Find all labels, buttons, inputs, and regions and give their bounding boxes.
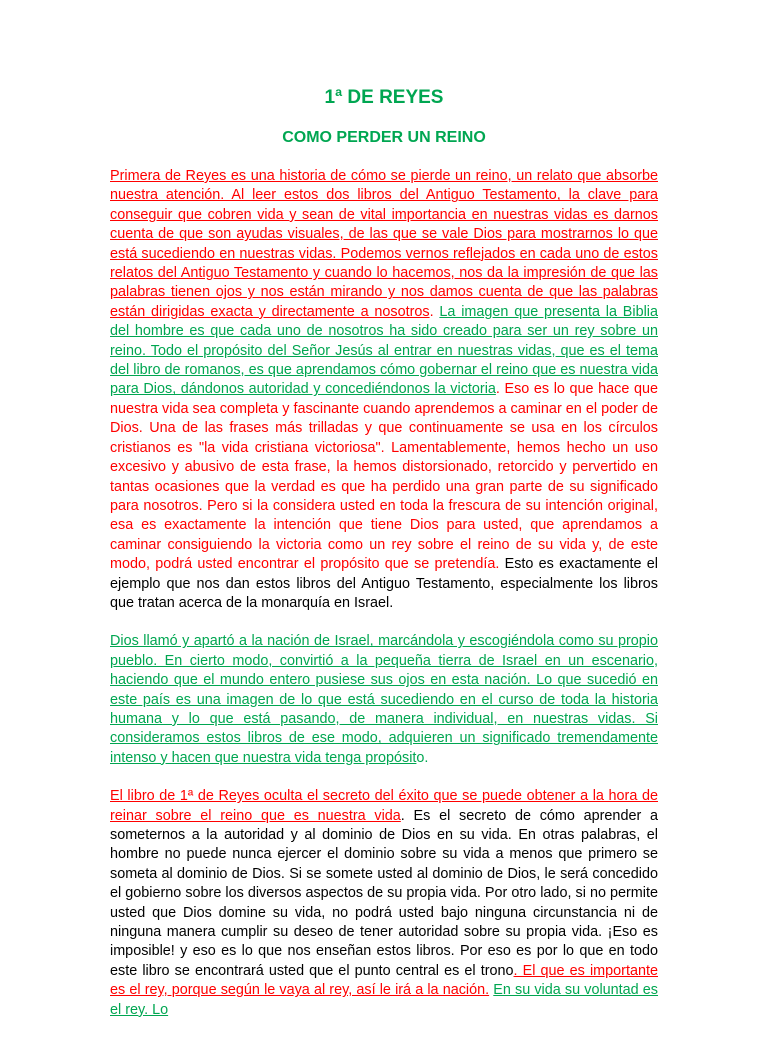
- text-segment: La imagen que presenta la Biblia del hombre es que cada uno de nosotros ha sido creado para ser un rey sobre un reino. Todo el propósito del Señor Jesús al entrar en nuestras vidas, que es el tema del libro de romanos, es que aprendamos cómo gobernar el reino que es nuestra vida para Dios, dándonos autoridad y concediéndonos la victoria: [110, 303, 659, 398]
- text-segment: . Eso es lo que hace que nuestra vida sea completa y fascinante cuando aprendemos a caminar en el poder de Dios. Una de las frases más trilladas y que continuamente se usa en los círculos cristianos es "la vida cristiana victoriosa". Lamentablemente, hemos hecho un uso excesivo y abusivo de esta frase, la hemos distorsionado, retorcido y pervertido en tantas ocasiones que la verdad es que ha perdido una gran parte de su significado para nosotros. Pero si la considera usted en toda la frescura de su intención original, esa es exactamente la intención que tiene Dios para usted, que aprendamos a caminar consiguiendo la victoria como un rey sobre el reino de su vida y, de este modo, podrá usted encontrar el propósito que se pretendía.: [110, 381, 658, 573]
- document-subtitle: COMO PERDER UN REINO: [282, 129, 486, 146]
- paragraph-3: [110, 787, 658, 1020]
- paragraph-2: [110, 632, 658, 768]
- text-segment: Dios llamó y apartó a la nación de Israel, marcándola y escogiéndola como su propio pueblo. En cierto modo, convirtió a la pequeña tierra de Israel en un escenario, haciendo que el mundo entero pusiese sus ojos en esta nación. Lo que sucedió en este país es una imagen de lo que está sucediendo en el curso de toda la historia humana y lo que está pasando, de manera individual, en nuestras vidas. Si consideramos estos libros de ese modo, adquieren un significado tremendamente intenso y hacen que nuestra vida tenga propósit: [110, 633, 658, 766]
- text-segment: . Es el secreto de cómo aprender a someternos a la autoridad y al dominio de Dios en su vida. En otras palabras, el hombre no puede nunca ejercer el dominio sobre su vida a menos que primero se someta al dominio de Dios. Si se somete usted al dominio de Dios, le será concedido el gobierno sobre los diversos aspectos de su propia vida. Por otro lado, si no permite usted que Dios domine su vida, no podrá usted bajo ninguna circunstancia ni de ninguna manera cumplir su deseo de tener autoridad sobre su propia vida. ¡Eso es imposible! y eso es lo que nos enseñan estos libros. Por eso es por lo que en todo este libro se encontrará usted que el punto central es el trono: [110, 807, 658, 979]
- document-title: 1ª DE REYES: [324, 87, 444, 108]
- text-segment: o.: [416, 749, 429, 766]
- text-segment: .: [429, 303, 440, 320]
- text-segment: Primera de Reyes es una historia de cómo se pierde un reino, un relato que absorbe nuestra atención. Al leer estos dos libros del Antiguo Testamento, la clave para conseguir que cobren vida y sean de vital importancia en nuestras vidas es darnos cuenta de que son ayudas visuales, de las que se vale Dios para mostrarnos lo que está sucediendo en nuestras vidas. Podemos vernos reflejados en cada uno de estos relatos del Antiguo Testamento y cuando lo hacemos, nos da la impresión de que las palabras tienen ojos y nos están mirando y nos damos cuenta de que las palabras están dirigidas exacta y directamente a nosotros: [110, 168, 658, 320]
- text-segment: En su vida su voluntad es el rey. Lo: [110, 982, 659, 1018]
- text-segment: El libro de 1ª de Reyes oculta el secreto del éxito que se puede obtener a la hora de reinar sobre el reino que es nuestra vida: [110, 788, 658, 824]
- document-page: [110, 86, 658, 1039]
- paragraph-1: [110, 167, 658, 613]
- text-segment: Esto es exactamente el ejemplo que nos dan estos libros del Antiguo Testamento, especialmente los libros que tratan acerca de la monarquía en Israel.: [110, 556, 658, 611]
- text-segment: . El que es importante es el rey, porque según le vaya al rey, así le irá a la nación.: [110, 962, 658, 999]
